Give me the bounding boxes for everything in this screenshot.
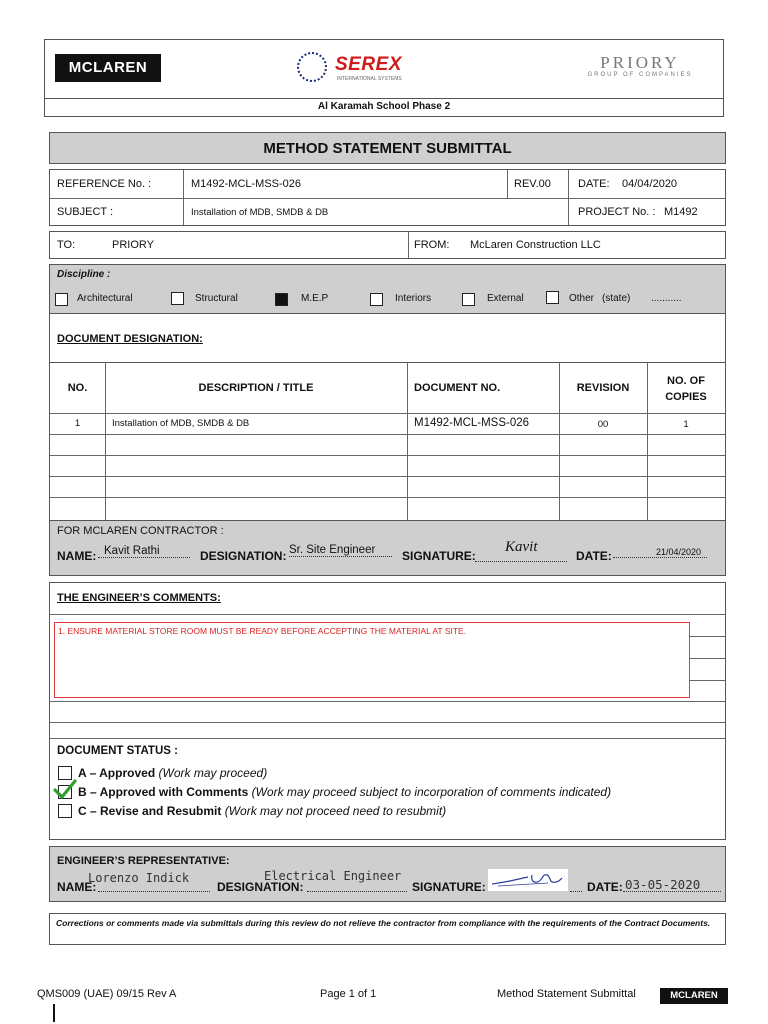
project-value: M1492: [664, 206, 698, 218]
reference-table: [49, 169, 726, 226]
priory-logo: [565, 54, 715, 84]
form-title: METHOD STATEMENT SUBMITTAL: [49, 132, 726, 164]
mclaren-logo: MCLAREN: [55, 54, 161, 82]
discipline-architectural-label: Architectural: [77, 293, 133, 304]
engineer-name-label: NAME:: [57, 880, 97, 894]
to-value: PRIORY: [112, 239, 154, 251]
contractor-designation-value: Sr. Site Engineer: [289, 544, 392, 557]
contractor-signature: [475, 539, 567, 562]
discipline-external-label: External: [487, 293, 524, 304]
comment-text: 1. ENSURE MATERIAL STORE ROOM MUST BE READY BEFORE ACCEPTING THE MATERIAL AT SITE.: [58, 626, 467, 636]
column-header-no: NO.: [67, 382, 88, 394]
subject-label: SUBJECT :: [57, 206, 114, 218]
review-block: [49, 582, 726, 840]
footer-page: Page 1 of 1: [320, 988, 377, 1000]
contractor-date-value: 21/04/2020: [613, 547, 707, 558]
checkbox-external[interactable]: [462, 293, 475, 306]
priory-logo-text: PRIORY: [600, 53, 680, 72]
date-label: DATE:: [578, 178, 610, 190]
status-b-code: B: [78, 785, 87, 799]
footer-form-code: QMS009 (UAE) 09/15 Rev A: [37, 988, 177, 1000]
status-a-checkbox[interactable]: [58, 766, 72, 780]
disclaimer: Corrections or comments made via submittals during this review do not relieve the contractor from compliance with the requirements of the Contract Documents.: [49, 913, 726, 945]
status-b-label: Approved with Comments: [99, 785, 249, 799]
engineer-name-line: [98, 891, 210, 892]
project-label: PROJECT No. :: [578, 206, 656, 218]
subject-value: Installation of MDB, SMDB & DB: [191, 207, 329, 218]
checkbox-interiors[interactable]: [370, 293, 383, 306]
designation-heading: DOCUMENT DESIGNATION:: [57, 333, 203, 345]
from-label: FROM:: [414, 239, 450, 251]
status-c-note: (Work may not proceed need to resubmit): [224, 804, 447, 818]
comments-textbox[interactable]: [54, 622, 690, 698]
engineer-signature-line: [570, 891, 582, 892]
engineer-date-label: DATE:: [587, 880, 623, 894]
signature-scribble-icon: [488, 869, 568, 891]
engineer-signature: [488, 869, 568, 891]
header-box: [44, 39, 724, 117]
engineer-date-value: 03-05-2020: [625, 877, 701, 892]
status-a-label: Approved: [99, 766, 156, 780]
discipline-structural-label: Structural: [195, 293, 238, 304]
text-cursor: [53, 1004, 55, 1022]
header-divider: [45, 98, 723, 99]
discipline-other-suffix: (state): [602, 293, 631, 304]
discipline-band: [50, 265, 725, 313]
engineer-designation-line: [307, 891, 407, 892]
checkbox-structural[interactable]: [171, 292, 184, 305]
revision-label: REV.00: [514, 178, 551, 190]
engineer-designation-value: Electrical Engineer: [264, 869, 402, 883]
engineer-block: [49, 846, 726, 902]
row-1-document-no: M1492-MCL-MSS-026: [414, 417, 530, 429]
engineer-name-value: Lorenzo Indick: [88, 871, 190, 885]
contractor-name-value: Kavit Rathi: [98, 545, 190, 558]
contractor-signature-label: SIGNATURE:: [402, 549, 476, 563]
row-1-revision: 00: [597, 419, 609, 430]
project-name: Al Karamah School Phase 2: [317, 101, 451, 112]
checkbox-other[interactable]: [546, 291, 559, 304]
discipline-mep-label: M.E.P: [301, 293, 329, 304]
column-header-copies: NO. OF COPIES: [665, 375, 707, 403]
discipline-other-dots: ...........: [651, 293, 682, 304]
contractor-signature-value: Kavit: [505, 539, 538, 555]
serex-logo-subtext: INTERNATIONAL SYSTEMS: [337, 76, 402, 82]
status-a-row: A – Approved (Work may proceed): [78, 766, 268, 780]
column-header-revision: REVISION: [576, 382, 630, 394]
main-block: [49, 264, 726, 576]
status-c-code: C: [78, 804, 87, 818]
serex-logo-text: SEREX: [335, 54, 402, 75]
status-b-row: B – Approved with Comments (Work may proceed subject to incorporation of comments indicated): [78, 785, 612, 799]
comments-heading: THE ENGINEER’S COMMENTS:: [57, 592, 221, 604]
engineer-signature-label: SIGNATURE:: [412, 880, 486, 894]
column-header-description: DESCRIPTION / TITLE: [198, 382, 314, 394]
status-b-note: (Work may proceed subject to incorporation of comments indicated): [251, 785, 612, 799]
checkbox-mep[interactable]: [275, 293, 288, 306]
parties-row: [49, 231, 726, 259]
discipline-other-label: Other: [569, 293, 595, 304]
reference-label: REFERENCE No. :: [57, 178, 152, 190]
status-c-label: Revise and Resubmit: [100, 804, 222, 818]
contractor-heading: FOR MCLAREN CONTRACTOR :: [57, 525, 224, 537]
discipline-interiors-label: Interiors: [395, 293, 432, 304]
footer-doc-title: Method Statement Submittal: [497, 988, 636, 1000]
footer-mclaren-logo: MCLAREN: [660, 988, 728, 1004]
engineer-heading: ENGINEER’S REPRESENTATIVE:: [57, 855, 230, 867]
status-heading: DOCUMENT STATUS :: [57, 745, 178, 757]
to-label: TO:: [57, 239, 76, 251]
from-value: McLaren Construction LLC: [470, 239, 601, 251]
priory-logo-subtext: GROUP OF COMPANIES: [587, 72, 693, 78]
row-1-description: Installation of MDB, SMDB & DB: [112, 418, 250, 429]
status-a-note: (Work may proceed): [158, 766, 268, 780]
reference-value: M1492-MCL-MSS-026: [191, 178, 302, 190]
row-1-copies: 1: [683, 419, 689, 430]
checkbox-architectural[interactable]: [55, 293, 68, 306]
engineer-designation-label: DESIGNATION:: [217, 880, 304, 894]
status-a-code: A: [78, 766, 87, 780]
row-1-no: 1: [74, 418, 81, 429]
serex-logo: [297, 50, 417, 90]
column-header-document-no: DOCUMENT NO.: [414, 382, 501, 394]
contractor-designation-label: DESIGNATION:: [200, 549, 287, 563]
serex-emblem-icon: [297, 52, 327, 82]
discipline-label: Discipline :: [57, 269, 111, 280]
status-c-row: C – Revise and Resubmit (Work may not proceed need to resubmit): [78, 804, 447, 818]
contractor-date-label: DATE:: [576, 549, 612, 563]
check-mark-icon: [53, 779, 77, 801]
date-value: 04/04/2020: [622, 178, 678, 190]
contractor-name-label: NAME:: [57, 549, 97, 563]
status-c-checkbox[interactable]: [58, 804, 72, 818]
